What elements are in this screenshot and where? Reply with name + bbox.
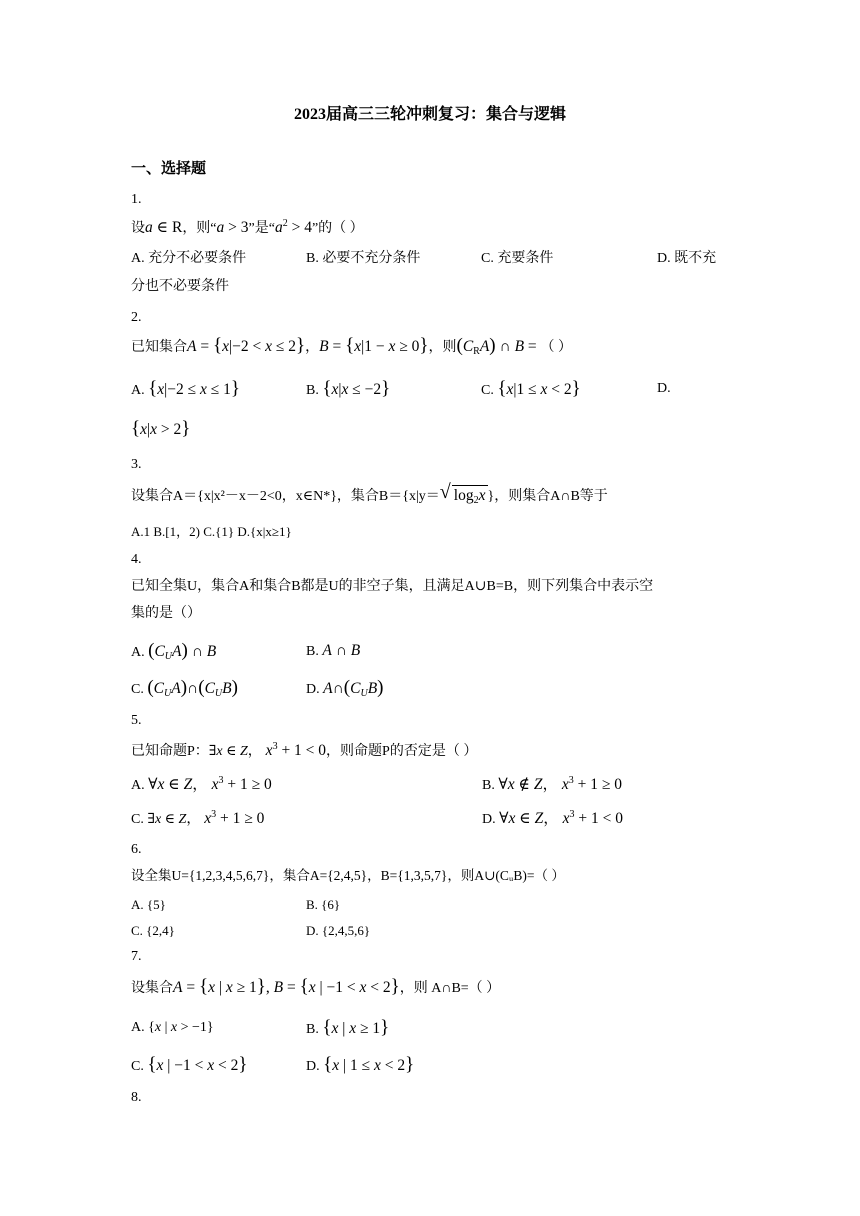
q1-option-a: A. 充分不必要条件 — [131, 251, 247, 266]
q2-option-c: C. {x|1 ≤ x < 2} — [481, 378, 581, 399]
q6-option-b: B. {6} — [306, 897, 341, 912]
q7-option-a: A. {x | x > −1} — [131, 1020, 214, 1035]
q2-option-a: A. {x|−2 ≤ x ≤ 1} — [131, 378, 241, 399]
question-1-stem: 设a ∈ R，则“a > 3”是“$a^2 > 4$”的（ ） — [131, 218, 364, 236]
question-7-number: 7. — [131, 949, 142, 964]
question-2-number: 2. — [131, 310, 142, 325]
question-1-number: 1. — [131, 192, 142, 207]
question-3-number: 3. — [131, 457, 142, 472]
question-6-stem: 设全集U={1,2,3,4,5,6,7}，集合A={2,4,5}，B={1,3,5,7}，则A∪(CᵤB)=（ ） — [131, 868, 565, 883]
q1-option-d: D. 既不充 — [657, 251, 717, 266]
q3-options: A.1 B.[1，2) C.{1} D.{x|x≥1} — [131, 524, 292, 539]
question-5-stem: 已知命题P：∃x ∈ Z， $x^3 + 1 < 0$，则命题P的否定是（ ） — [131, 741, 478, 759]
q5-option-a: A. ∀x ∈ Z， $x^3 + 1 \ge 0$ — [131, 775, 272, 793]
q5-option-d: D. ∀x ∈ Z， $x^3 + 1 < 0$ — [482, 809, 623, 827]
q6-option-c: C. {2,4} — [131, 923, 175, 938]
section-heading: 一、选择题 — [131, 161, 207, 177]
q6-option-d: D. {2,4,5,6} — [306, 923, 371, 938]
q7-option-c: C. {x | −1 < x < 2} — [131, 1054, 248, 1075]
question-3-stem: 设集合A＝{x|x²－x－2<0，x∈N*}，集合B＝{x|y＝ √ $\log_2x$ }，则集合A∩B等于 — [131, 481, 608, 506]
question-4-stem-line2: 集的是（） — [131, 606, 201, 621]
q6-option-a: A. {5} — [131, 897, 166, 912]
q4-option-c: C. $(C_UA)\cap(C_UB)$ — [131, 677, 238, 699]
question-6-number: 6. — [131, 842, 142, 857]
question-4-number: 4. — [131, 552, 142, 567]
q5-option-b: B. ∀x ∉ Z， $x^3 + 1 \ge 0$ — [482, 775, 622, 793]
q2-option-d: {x|x > 2} — [131, 418, 191, 439]
q2-option-d-label: D. — [657, 381, 671, 396]
question-4-stem-line1: 已知全集U，集合A和集合B都是U的非空子集，且满足A∪B=B，则下列集合中表示空 — [131, 579, 654, 594]
q1-option-d-cont: 分也不必要条件 — [131, 279, 229, 294]
q4-option-d: D. $A\cap(C_UB)$ — [306, 677, 384, 699]
question-7-stem: 设集合A = {x | x ≥ 1}, B = {x | −1 < x < 2}，则 A∩B=（ ） — [131, 976, 501, 997]
page-title: 2023届高三三轮冲刺复习：集合与逻辑 — [293, 106, 566, 123]
question-8-number: 8. — [131, 1090, 142, 1105]
q7-option-d: D. {x | 1 ≤ x < 2} — [306, 1054, 415, 1075]
q4-option-a: A. $(C_UA)$ ∩ B — [131, 640, 217, 662]
q5-option-c: C. ∃x ∈ Z， $x^3 + 1 \ge 0$ — [131, 809, 265, 827]
question-2-stem: 已知集合A = {x|−2 < x ≤ 2}，B = {x|1 − x ≥ 0}，则$(C_RA)$ ∩ B = （ ） — [131, 335, 573, 357]
q1-option-b: B. 必要不充分条件 — [306, 251, 421, 266]
q1-option-c: C. 充要条件 — [481, 251, 554, 266]
q7-option-b: B. {x | x ≥ 1} — [306, 1017, 390, 1038]
q2-option-b: B. {x|x ≤ −2} — [306, 378, 391, 399]
question-5-number: 5. — [131, 713, 142, 728]
q4-option-b: B. A ∩ B — [306, 642, 361, 659]
